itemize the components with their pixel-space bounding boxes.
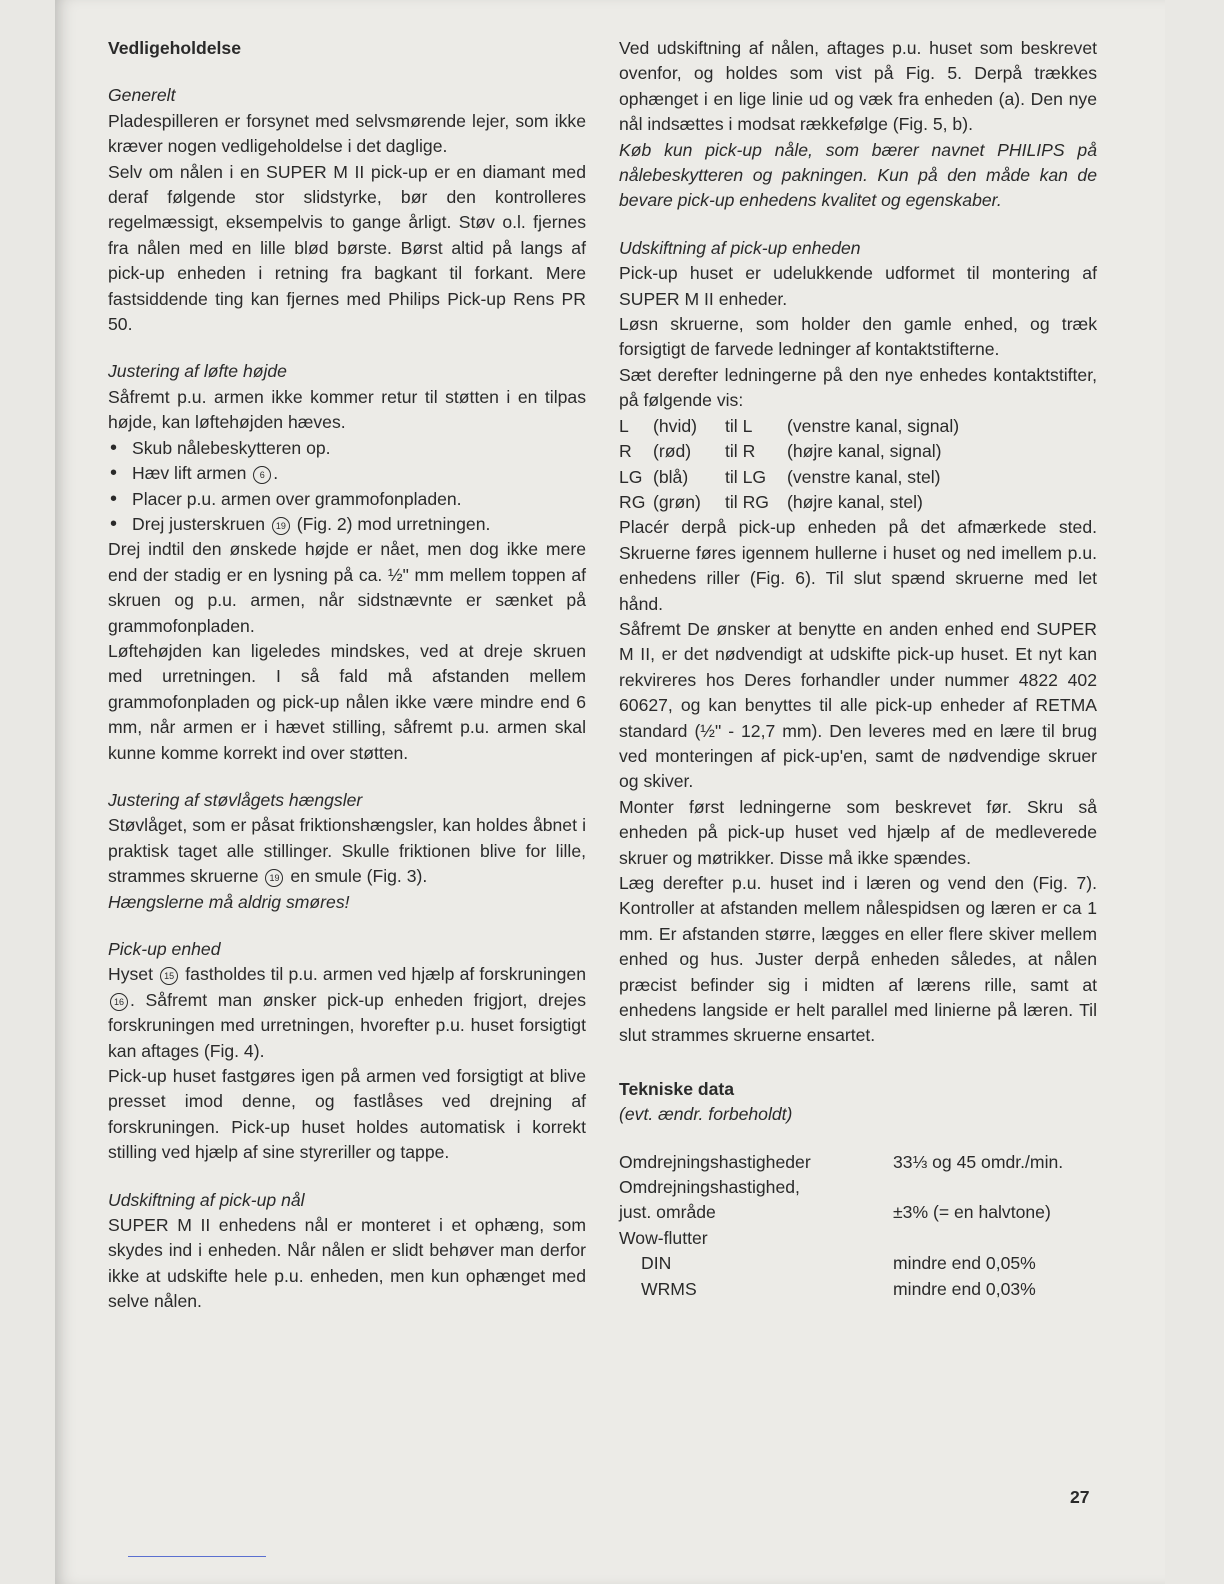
paragraph: Sæt derefter ledningerne på den nye enhedes kontaktstifter, på følgende vis:	[619, 364, 1097, 411]
callout-number: 19	[272, 517, 290, 535]
wire-row: RG (grøn) til RG (højre kanal, stel)	[619, 491, 923, 512]
bullet-item: • Drej justerskruen 19 (Fig. 2) mod urretningen.	[108, 512, 586, 537]
paragraph: Støvlåget, som er påsat friktionshængsler, kan holdes åbnet i praktisk taget alle stillinger. Skulle friktionen blive for lille, strammes skruerne 19 en smule (Fig. 3).	[108, 815, 586, 887]
paragraph: Såfremt De ønsker at benytte en anden enhed end SUPER M II, er det nødvendigt at udskifte pick-up huset. Et nyt kan rekvireres hos Deres forhandler under nummer 4822 402 60627, og kan benyttes til alle pick-up enheder af RETMA standard (½" - 12,7 mm). Den leveres med en lære til brug ved monteringen af pick-up'en, samt de nødvendige skruer og skiver.	[619, 618, 1097, 792]
paragraph: Såfremt p.u. armen ikke kommer retur til støtten i en tilpas højde, kan løftehøjden hæves.	[108, 386, 586, 433]
bullet-item: • Hæv lift armen 6 .	[108, 461, 586, 486]
spec-row: WRMS mindre end 0,03%	[641, 1278, 1036, 1299]
spec-row: Wow-flutter	[619, 1227, 708, 1248]
section-title-stovlaag: Justering af støvlågets hængsler	[108, 789, 363, 810]
wire-table	[619, 414, 959, 516]
section-title-generelt: Generelt	[108, 85, 176, 106]
spec-table	[619, 1150, 1097, 1302]
paragraph: Løsn skruerne, som holder den gamle enhed, og træk forsigtigt de farvede ledninger af kontaktstifterne.	[619, 314, 1097, 360]
wire-row: R (rød) til R (højre kanal, signal)	[619, 441, 942, 462]
section-title-udskiftning-enhed: Udskiftning af pick-up enheden	[619, 237, 861, 258]
wire-row: LG (blå) til LG (venstre kanal, stel)	[619, 466, 941, 487]
paragraph: SUPER M II enhedens nål er monteret i et ophæng, som skydes ind i enheden. Når nålen er slidt behøver man derfor ikke at udskifte hele p.u. enheden, men kun ophænget med selve nålen.	[108, 1215, 586, 1312]
tech-data-note: (evt. ændr. forbeholdt)	[619, 1104, 793, 1125]
spec-row: Omdrejningshastigheder 33⅓ og 45 omdr./min.	[619, 1151, 1064, 1172]
right-column	[619, 36, 1097, 1302]
paragraph: Selv om nålen i en SUPER M II pick-up er en diamant med deraf følgende stor slidstyrke, bør den kontrolleres regelmæssigt, eksempelvis to gange årligt. Støv o.l. fjernes fra nålen med en lille blød børste. Børst altid på langs af pick-up enheden i retning fra bagkant til forkant. Mere fastsiddende ting kan fjernes med Philips Pick-up Rens PR 50.	[108, 161, 586, 335]
paragraph: Monter først ledningerne som beskrevet før. Skru så enheden på pick-up huset ved hjælp af de medleverede skruer og møtrikker. Disse må ikke spændes.	[619, 796, 1097, 868]
bullet-item: • Skub nålebeskytteren op.	[108, 436, 586, 461]
left-column	[108, 36, 586, 1315]
paragraph: Pladespilleren er forsynet med selvsmørende lejer, som ikke kræver nogen vedligeholdelse i det daglige.	[108, 110, 586, 157]
callout-number: 16	[110, 993, 128, 1011]
paragraph: Drej indtil den ønskede højde er nået, men dog ikke mere end der stadig er en lysning på ca. ½" mm mellem toppen af skruen og p.u. armen, når sidstnævnte er sænket på grammofonpladen.	[108, 539, 586, 636]
paragraph: Pick-up huset er udelukkende udformet til montering af SUPER M II enheder.	[619, 263, 1097, 309]
callout-number: 15	[160, 967, 178, 985]
page-number: 27	[1070, 1487, 1090, 1507]
tech-data-heading: Tekniske data	[619, 1078, 735, 1099]
spec-row: Omdrejningshastighed,	[619, 1177, 800, 1198]
wire-row: L (hvid) til L (venstre kanal, signal)	[619, 415, 960, 436]
spec-row: DIN mindre end 0,05%	[641, 1253, 1036, 1274]
section-title-pickup-enhed: Pick-up enhed	[108, 939, 221, 959]
paragraph: Ved udskiftning af nålen, aftages p.u. huset som beskrevet ovenfor, og holdes som vist på Fig. 5. Derpå trækkes ophænget i en lige linie ud og væk fra enheden (a). Den nye nål indsættes i modsat rækkefølge (Fig. 5, b).	[619, 38, 1097, 135]
spec-row: just. område ±3% (= en halvtone)	[619, 1202, 1051, 1223]
paragraph: Hyset 15 fastholdes til p.u. armen ved hjælp af forskruningen 16 . Såfremt man ønsker pick-up enheden frigjort, drejes forskruningen med urretningen, hvorefter p.u. huset forsigtigt kan aftages (Fig. 4).	[108, 964, 587, 1061]
footer-divider	[128, 1556, 266, 1557]
bullet-item: • Placer p.u. armen over grammofonpladen.	[108, 487, 586, 512]
callout-number: 19	[265, 869, 283, 887]
paragraph: Placér derpå pick-up enheden på det afmærkede sted. Skruerne føres igennem hullerne i huset og ned imellem p.u. enhedens riller (Fig. 6). Til slut spænd skruerne med let hånd.	[619, 517, 1097, 614]
bullet-list	[108, 436, 586, 538]
callout-number: 6	[253, 466, 271, 484]
main-heading: Vedligeholdelse	[108, 38, 241, 58]
section-title-udskiftning-nal: Udskiftning af pick-up nål	[108, 1189, 305, 1210]
paragraph-italic: Køb kun pick-up nåle, som bærer navnet PHILIPS på nålebeskytteren og pakningen. Kun på den måde kan de bevare pick-up enhedens kvalitet og egenskaber.	[619, 139, 1097, 211]
paragraph: Løftehøjden kan ligeledes mindskes, ved at dreje skruen med urretningen. I så fald må afstanden mellem grammofonpladen og pick-up nålen ikke være mindre end 6 mm, når armen er i hævet stilling, såfremt p.u. armen skal kunne komme korrekt ind over støtten.	[108, 640, 586, 763]
paragraph: Pick-up huset fastgøres igen på armen ved forsigtigt at blive presset imod denne, og fastlåses ved drejning af forskruningen. Pick-up huset holdes automatisk i korrekt stilling ved hjælp af sine styreriller og tappe.	[108, 1066, 586, 1163]
section-title-loftehojde: Justering af løfte højde	[108, 361, 287, 382]
warning-note: Hængslerne må aldrig smøres!	[108, 891, 350, 912]
paragraph: Læg derefter p.u. huset ind i læren og vend den (Fig. 7). Kontroller at afstanden mellem nålespidsen og læren er ca 1 mm. Er afstanden større, lægges en eller flere skiver mellem enhed og hus. Juster derpå enheden således, at nålen præcist befinder sig i midten af lærens rille, samt at enhedens langside er helt parallel med linierne på læren. Til slut strammes skruerne ensartet.	[619, 873, 1097, 1046]
